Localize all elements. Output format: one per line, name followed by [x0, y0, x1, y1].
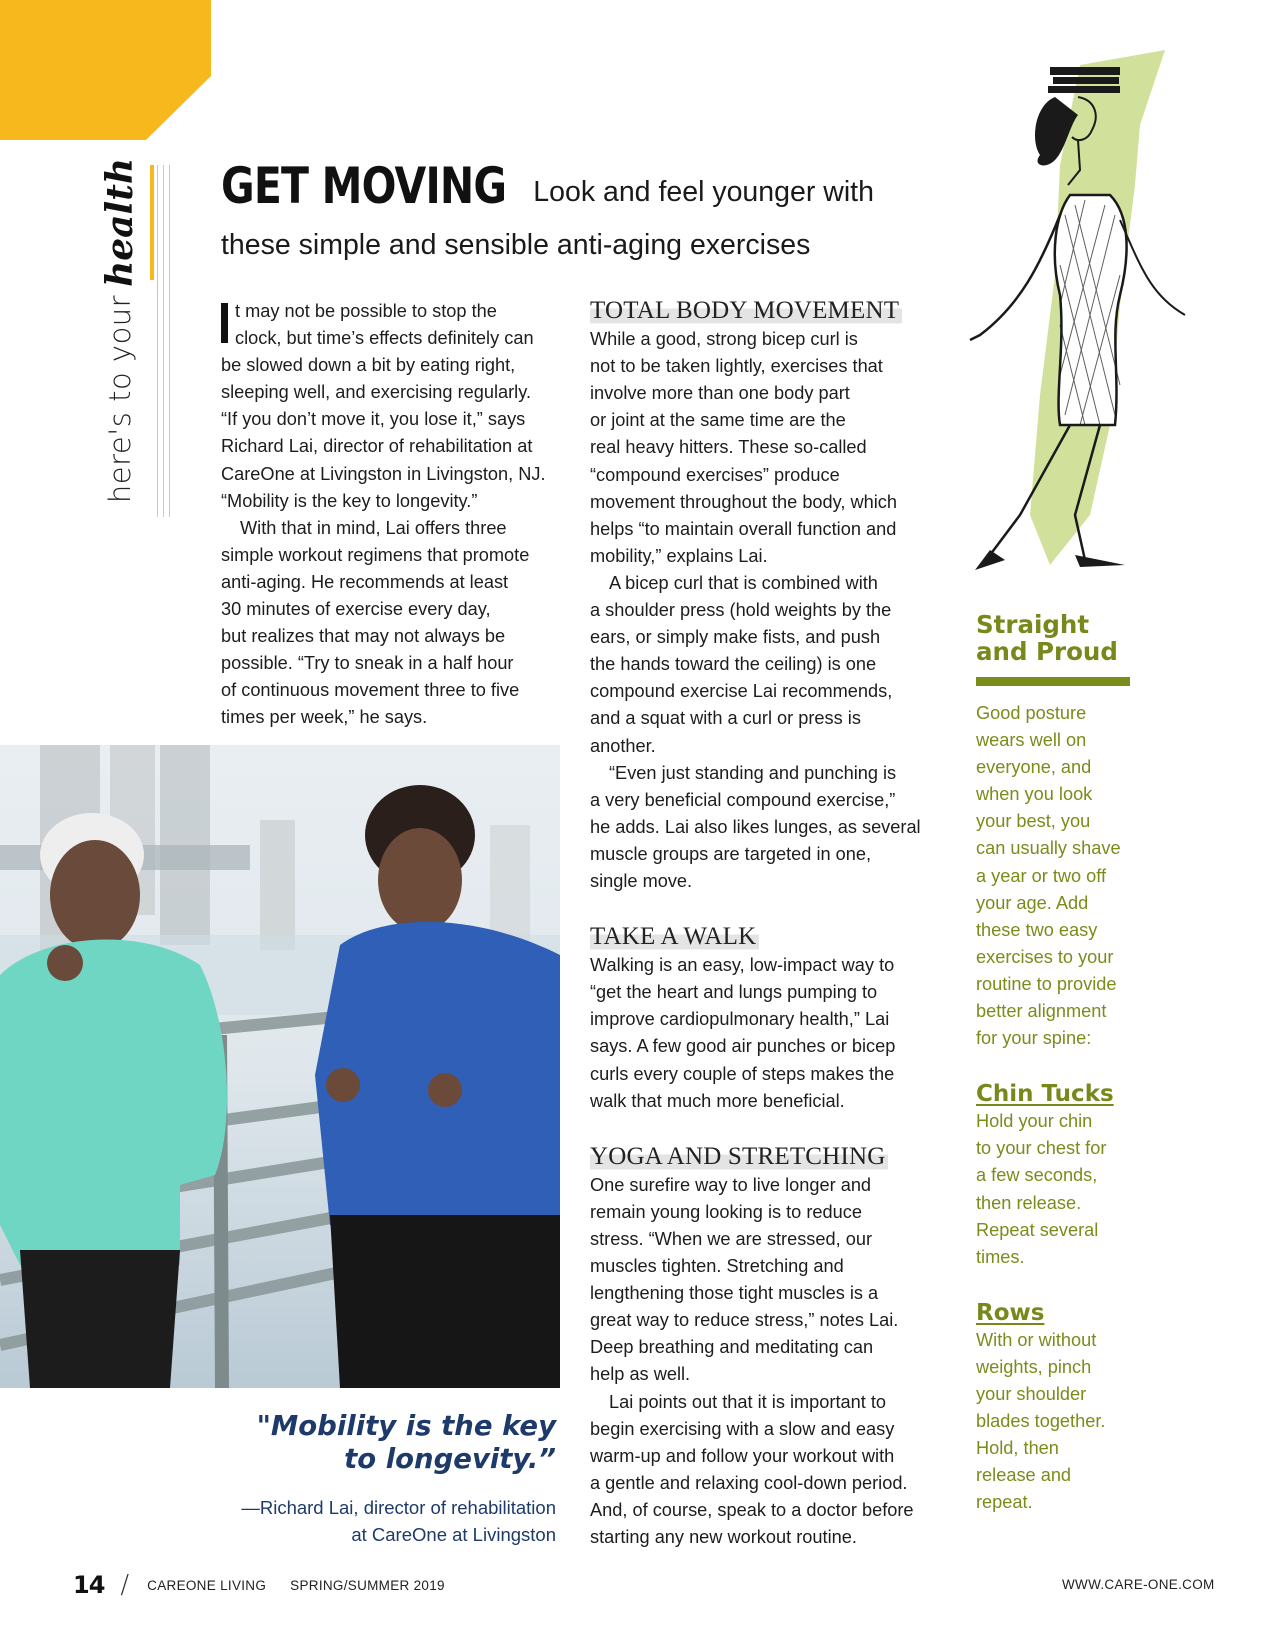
exercise-heading-chin-tucks: Chin Tucks [976, 1081, 1114, 1108]
paragraph: “Even just standing and punching is a very beneficial compound exercise,” he adds. Lai also likes lunges, as several muscle groups are targeted in one, single move. [590, 762, 921, 891]
grey-rule [157, 165, 158, 517]
section-tag [90, 158, 150, 504]
page-number: 14 [73, 1571, 105, 1599]
grey-rule [169, 165, 170, 517]
headline [221, 157, 941, 215]
section-yoga [590, 1142, 940, 1551]
intro-column [221, 298, 566, 732]
sidebar-intro: Good posture wears well on everyone, and when you look your best, you can usually shave a year or two off your age. Add these two easy exercises to your routine to provide better alignment for your spine: [976, 703, 1121, 1049]
section-tag-script: health [99, 158, 141, 287]
section-heading: TOTAL BODY MOVEMENT [590, 296, 902, 326]
drop-cap [221, 303, 228, 343]
paragraph: Walking is an easy, low-impact way to “get the heart and lungs pumping to improve cardiopulmonary health,” Lai says. A few good air punches or bicep curls every couple of steps makes the walk that much more beneficial. [590, 955, 896, 1111]
headline-deck-line2: these simple and sensible anti-aging exercises [221, 229, 811, 261]
issue-date: SPRING/SUMMER 2019 [290, 1577, 445, 1593]
publication-name: CAREONE LIVING [147, 1577, 267, 1593]
sidebar-straight-and-proud [976, 611, 1141, 1516]
posture-illustration [960, 45, 1205, 590]
walkers-photo [0, 745, 560, 1388]
intro-paragraph-2: With that in mind, Lai offers three simple workout regimens that promote anti-aging. He recommends at least 30 minutes of exercise every day, but realizes that may not always be possible. “Try to sneak in a half hour of continuous movement three to five times per week,” he says. [221, 517, 530, 728]
footer-separator: / [120, 1570, 130, 1600]
pull-quote: "Mobility is the key to longevity.” [256, 1410, 556, 1475]
walking-woman-drawing [960, 45, 1205, 590]
sidebar-title: Straight and Proud [976, 610, 1118, 666]
sections-column [590, 296, 940, 1551]
exercise-rows: With or without weights, pinch your shoulder blades together. Hold, then release and repeat. [976, 1329, 1106, 1513]
intro-paragraph: t may not be possible to stop the clock, but time’s effects definitely can be slowed down a bit by eating right, sleeping well, and exercising regularly. “If you don’t move it, you lose it,” says Richard Lai, director of rehabilitation at CareOne at Livingston in Livingston, NJ. “Mobility is the key to longevity.” [221, 301, 546, 511]
exercise-heading-rows: Rows [976, 1299, 1045, 1326]
headline-kicker: GET MOVING [221, 157, 507, 215]
pull-quote-attribution: —Richard Lai, director of rehabilitation at CareOne at Livingston [241, 1497, 556, 1545]
section-total-body [590, 296, 940, 895]
headline-deck: Look and feel younger with [533, 176, 874, 208]
section-heading: TAKE A WALK [590, 922, 759, 952]
website-url[interactable]: WWW.CARE-ONE.COM [1062, 1577, 1215, 1592]
corner-accent-block [0, 0, 211, 140]
yellow-rule [150, 165, 154, 280]
section-tag-light: here's to your [103, 294, 137, 504]
grey-rule [163, 165, 164, 517]
section-heading: YOGA AND STRETCHING [590, 1142, 888, 1172]
paragraph: Lai points out that it is important to begin exercising with a slow and easy warm-up and follow your workout with a gentle and relaxing cool-down period. And, of course, speak to a doctor before starting any new workout routine. [590, 1391, 914, 1548]
exercise-chin-tucks: Hold your chin to your chest for a few seconds, then release. Repeat several times. [976, 1111, 1107, 1267]
paragraph: While a good, strong bicep curl is not to be taken lightly, exercises that involve more than one body part or joint at the same time are the real heavy hitters. These so-called “compound exercises” produce movement throughout the body, which helps “to maintain overall function and mobility,” explains Lai. [590, 329, 898, 566]
sidebar-rule [976, 677, 1130, 686]
page-footer [73, 1568, 445, 1602]
photo-scene [0, 745, 560, 1388]
paragraph: A bicep curl that is combined with a shoulder press (hold weights by the ears, or simply make fists, and push the hands toward the ceiling) is one compound exercise Lai recommends, and a squat with a curl or press is another. [590, 572, 893, 756]
paragraph: One surefire way to live longer and remain young looking is to reduce stress. “When we are stressed, our muscles tighten. Stretching and lengthening those tight muscles is a great way to reduce stress,” notes Lai. Deep breathing and meditating can help as well. [590, 1174, 899, 1385]
section-take-a-walk [590, 922, 940, 1115]
